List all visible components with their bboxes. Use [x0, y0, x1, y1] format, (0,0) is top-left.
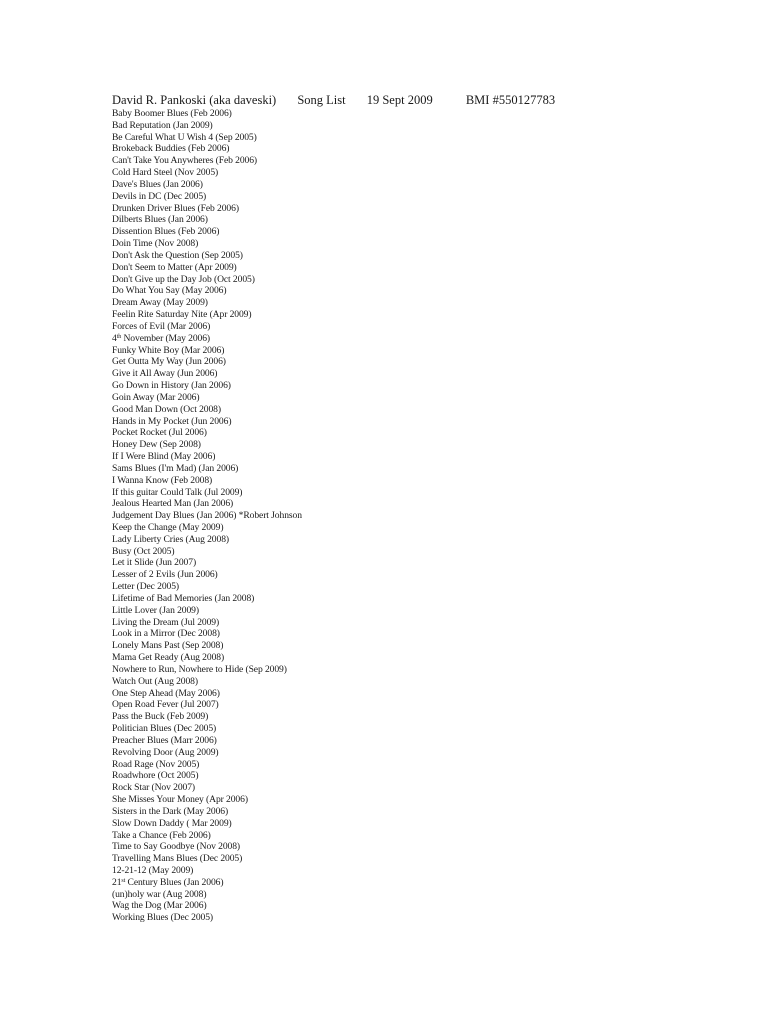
song-item: Dilberts Blues (Jan 2006) [112, 214, 208, 226]
song-item: Baby Boomer Blues (Feb 2006) [112, 108, 232, 119]
song-item: Judgement Day Blues (Jan 2006) *Robert Johnson [112, 510, 302, 522]
song-item: Working Blues (Dec 2005) [112, 912, 214, 924]
song-item: Slow Down Daddy ( Mar 2009) [112, 817, 232, 829]
song-item: Open Road Fever (Jul 2007) [112, 699, 219, 711]
song-item: Get Outta My Way (Jun 2006) [112, 356, 226, 368]
song-item: She Misses Your Money (Apr 2006) [112, 794, 248, 806]
song-item: Doin Time (Nov 2008) [112, 238, 199, 250]
song-item: Forces of Evil (Mar 2006) [112, 320, 211, 332]
song-item: Don't Seem to Matter (Apr 2009) [112, 261, 237, 273]
song-item: Rock Star (Nov 2007) [112, 782, 195, 794]
song-item: Take a Chance (Feb 2006) [112, 829, 211, 841]
song-item: Nowhere to Run, Nowhere to Hide (Sep 2009) [112, 663, 287, 675]
song-item: Funky White Boy (Mar 2006) [112, 344, 225, 356]
song-item: Honey Dew (Sep 2008) [112, 439, 201, 451]
song-item: Hands in My Pocket (Jun 2006) [112, 415, 232, 427]
song-item: Do What You Say (May 2006) [112, 285, 227, 297]
song-item: Jealous Hearted Man (Jan 2006) [112, 498, 234, 510]
song-item: Revolving Door (Aug 2009) [112, 746, 219, 758]
song-item: Politician Blues (Dec 2005) [112, 723, 217, 735]
song-item: Devils in DC (Dec 2005) [112, 190, 207, 202]
song-item: Roadwhore (Oct 2005) [112, 770, 199, 782]
song-item: Watch Out (Aug 2008) [112, 675, 198, 687]
song-list [112, 108, 302, 924]
author-name: David R. Pankoski (aka daveski) [112, 93, 277, 107]
song-item: Busy (Oct 2005) [112, 545, 175, 557]
song-item: Wag the Dog (Mar 2006) [112, 900, 207, 912]
song-item: Don't Ask the Question (Sep 2005) [112, 249, 243, 261]
song-item: If this guitar Could Talk (Jul 2009) [112, 486, 243, 498]
song-item: Dream Away (May 2009) [112, 297, 208, 309]
song-item: I Wanna Know (Feb 2008) [112, 474, 213, 486]
song-item: Sisters in the Dark (May 2006) [112, 805, 229, 817]
song-item: If I Were Blind (May 2006) [112, 451, 216, 463]
song-item: Living the Dream (Jul 2009) [112, 616, 220, 628]
song-item: Pass the Buck (Feb 2009) [112, 711, 209, 723]
song-item: Drunken Driver Blues (Feb 2006) [112, 202, 239, 214]
bmi-number: BMI #550127783 [465, 93, 556, 107]
song-item: Look in a Mirror (Dec 2008) [112, 628, 220, 640]
song-item: Go Down in History (Jan 2006) [112, 380, 231, 392]
song-item: Bad Reputation (Jan 2009) [112, 119, 213, 131]
song-item: Good Man Down (Oct 2008) [112, 403, 221, 415]
song-item: Can't Take You Anywheres (Feb 2006) [112, 155, 258, 167]
song-item: Road Rage (Nov 2005) [112, 758, 200, 770]
document-header [112, 92, 555, 108]
song-item: Dissention Blues (Feb 2006) [112, 226, 220, 238]
song-item: Pocket Rocket (Jul 2006) [112, 427, 207, 439]
song-item: (un)holy war (Aug 2008) [112, 888, 207, 900]
song-item: Let it Slide (Jun 2007) [112, 557, 197, 569]
song-item: Little Lover (Jan 2009) [112, 604, 199, 616]
song-item: Dave's Blues (Jan 2006) [112, 178, 203, 190]
song-item: Lonely Mans Past (Sep 2008) [112, 640, 224, 652]
song-item: 4th November (May 2006) [112, 332, 211, 344]
song-item: Brokeback Buddies (Feb 2006) [112, 143, 230, 155]
song-item: Lifetime of Bad Memories (Jan 2008) [112, 592, 255, 604]
song-item: Keep the Change (May 2009) [112, 521, 224, 533]
song-item: Cold Hard Steel (Nov 2005) [112, 167, 219, 179]
song-item: Goin Away (Mar 2006) [112, 391, 200, 403]
song-item: One Step Ahead (May 2006) [112, 687, 220, 699]
document-date: 19 Sept 2009 [366, 93, 433, 107]
song-item: Preacher Blues (Marr 2006) [112, 734, 217, 746]
song-item: Travelling Mans Blues (Dec 2005) [112, 853, 243, 865]
song-item: Letter (Dec 2005) [112, 581, 180, 593]
song-item: Be Careful What U Wish 4 (Sep 2005) [112, 131, 257, 143]
song-item: 21st Century Blues (Jan 2006) [112, 876, 224, 888]
song-item: Time to Say Goodbye (Nov 2008) [112, 841, 241, 853]
song-item: Mama Get Ready (Aug 2008) [112, 652, 225, 664]
song-item: Lesser of 2 Evils (Jun 2006) [112, 569, 218, 581]
song-item: 12-21-12 (May 2009) [112, 865, 194, 876]
song-item: Sams Blues (I'm Mad) (Jan 2006) [112, 462, 239, 474]
song-item: Give it All Away (Jun 2006) [112, 368, 218, 380]
song-item: Feelin Rite Saturday Nite (Apr 2009) [112, 309, 252, 321]
song-item: Don't Give up the Day Job (Oct 2005) [112, 273, 255, 285]
document-title: Song List [297, 93, 346, 107]
song-item: Lady Liberty Cries (Aug 2008) [112, 533, 229, 545]
